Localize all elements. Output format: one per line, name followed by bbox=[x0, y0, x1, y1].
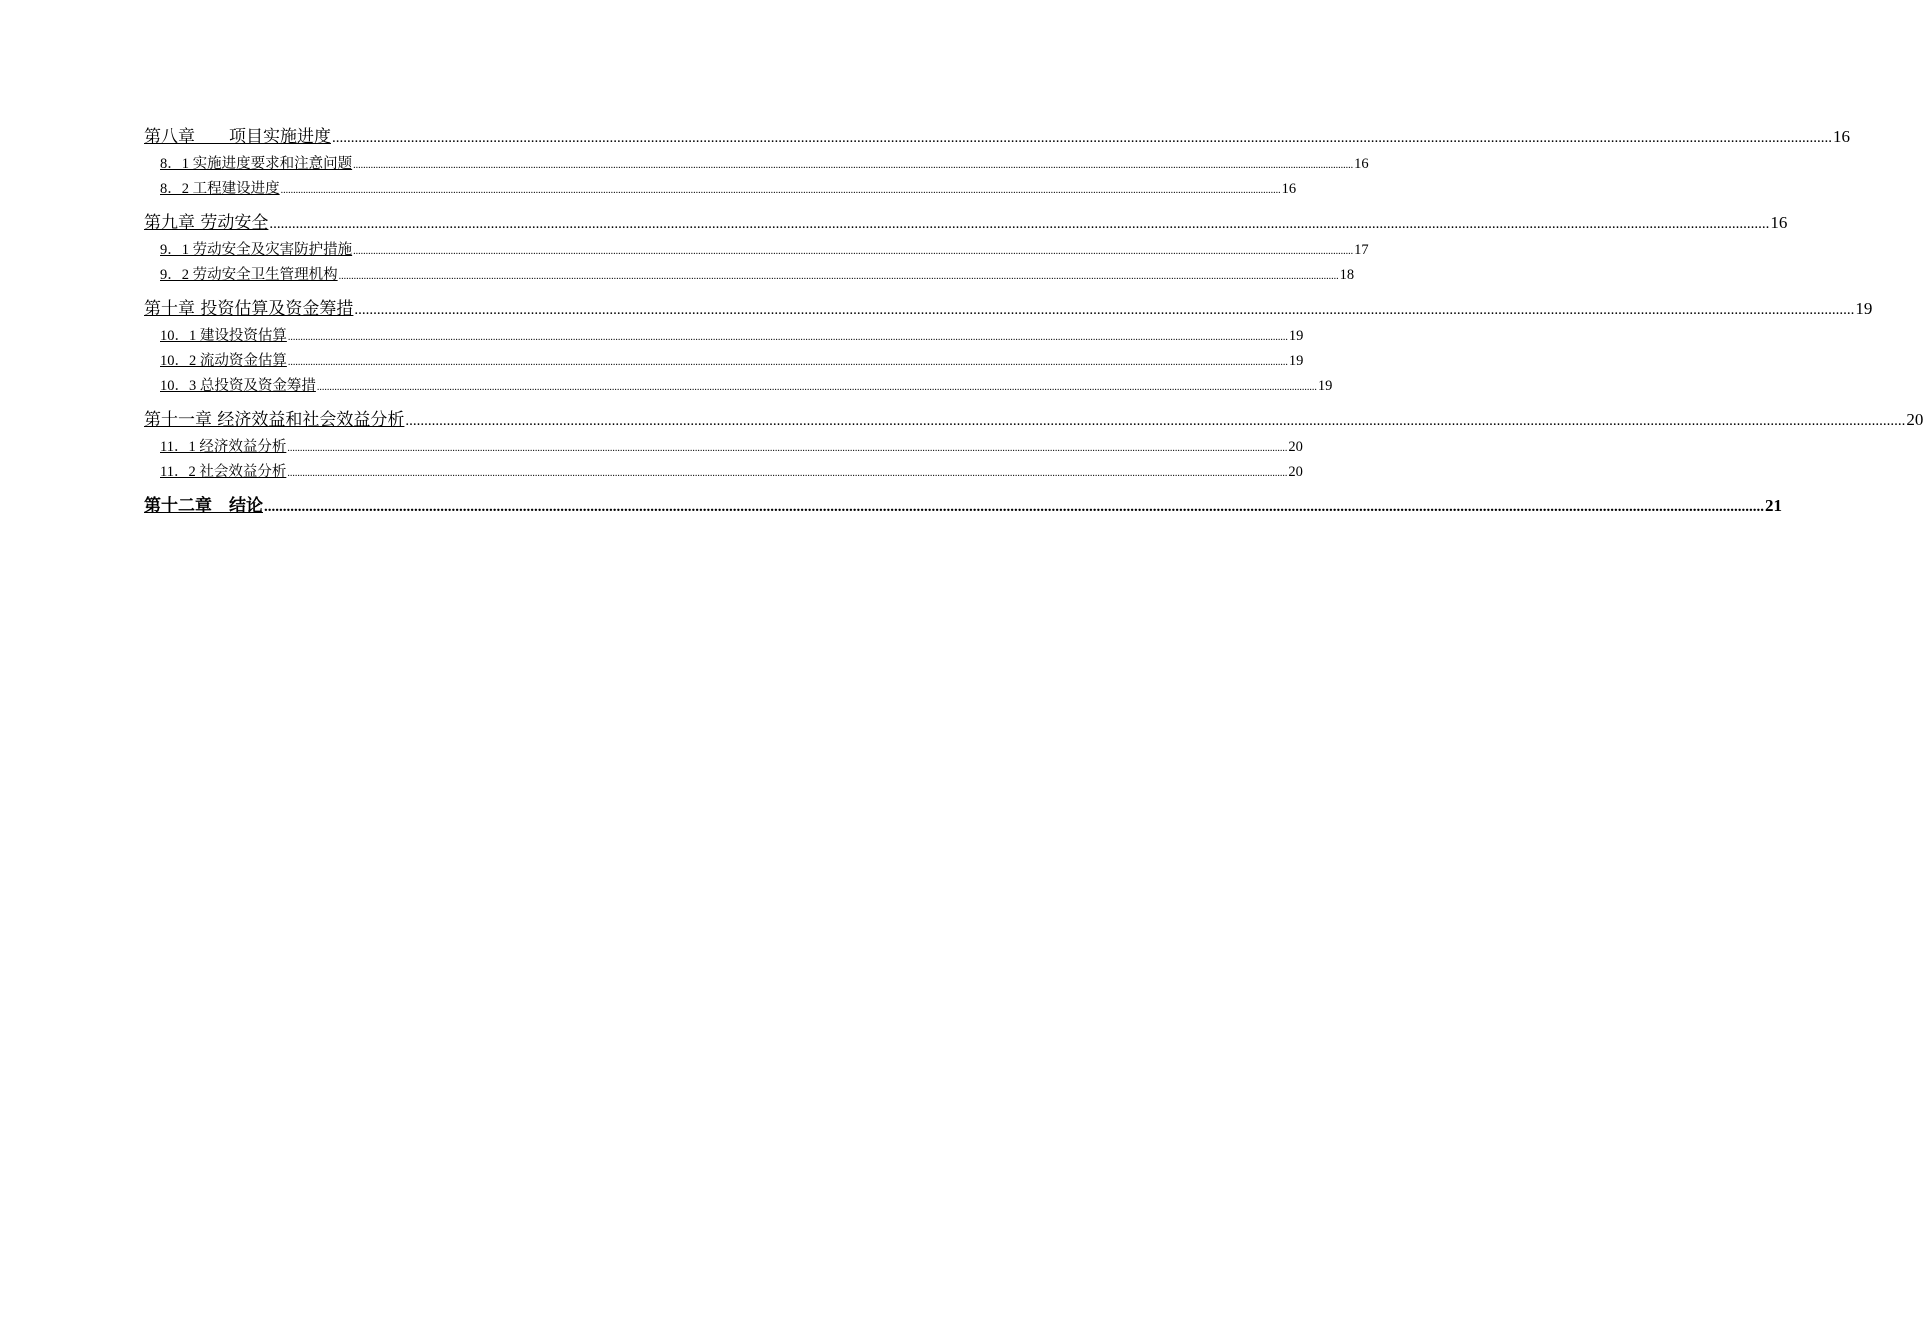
toc-entry-label[interactable]: 9．2 劳动安全卫生管理机构 bbox=[160, 267, 338, 283]
toc-page-number: 16 bbox=[1354, 156, 1369, 172]
toc-chapter-11[interactable] bbox=[144, 405, 1923, 435]
toc-section-10-3[interactable] bbox=[144, 374, 1333, 399]
toc-chapter-12[interactable] bbox=[144, 491, 1782, 521]
toc-leader-dots: ................................................................................................................................................................................................................................................................................................................................................................................................................ bbox=[269, 216, 1770, 232]
toc-entry-label[interactable]: 第十二章 结论 bbox=[144, 496, 263, 516]
toc-leader-dots: ................................................................................................................................................................................................................................................................................................................................................................................................................ bbox=[287, 357, 1288, 368]
toc-chapter-9[interactable] bbox=[144, 208, 1788, 238]
toc-page-number: 16 bbox=[1281, 181, 1297, 197]
toc-section-8-2[interactable] bbox=[144, 177, 1297, 202]
toc-page-number: 19 bbox=[1855, 299, 1873, 318]
toc-page-number: 18 bbox=[1339, 267, 1355, 283]
toc-page-number: 19 bbox=[1288, 353, 1304, 369]
toc-page-number: 17 bbox=[1354, 242, 1369, 258]
table-of-contents bbox=[144, 122, 1923, 521]
toc-page-number: 20 bbox=[1906, 410, 1923, 429]
toc-leader-dots: ................................................................................................................................................................................................................................................................................................................................................................................................................ bbox=[316, 382, 1317, 393]
toc-section-10-2[interactable] bbox=[144, 349, 1304, 374]
toc-entry-label[interactable]: 10．1 建设投资估算 bbox=[160, 328, 287, 344]
toc-leader-dots: ................................................................................................................................................................................................................................................................................................................................................................................................................ bbox=[264, 499, 1764, 515]
toc-entry-label[interactable]: 8．1 实施进度要求和注意问题 bbox=[160, 156, 353, 172]
toc-page-number: 19 bbox=[1288, 328, 1304, 344]
toc-section-11-1[interactable] bbox=[144, 435, 1303, 460]
toc-entry-label[interactable]: 9．1 劳动安全及灾害防护措施 bbox=[160, 242, 353, 258]
toc-leader-dots: ................................................................................................................................................................................................................................................................................................................................................................................................................ bbox=[287, 443, 1288, 454]
toc-chapter-10[interactable] bbox=[144, 294, 1873, 324]
toc-page-number: 20 bbox=[1288, 464, 1303, 480]
toc-entry-label[interactable]: 第九章 劳动安全 bbox=[144, 213, 269, 233]
toc-page-number: 16 bbox=[1770, 213, 1788, 232]
toc-entry-label[interactable]: 8．2 工程建设进度 bbox=[160, 181, 280, 197]
toc-leader-dots: ................................................................................................................................................................................................................................................................................................................................................................................................................ bbox=[354, 302, 1855, 318]
toc-page-number: 20 bbox=[1288, 439, 1303, 455]
toc-entry-label[interactable]: 10．2 流动资金估算 bbox=[160, 353, 287, 369]
toc-section-8-1[interactable] bbox=[144, 152, 1369, 177]
toc-chapter-8[interactable] bbox=[144, 122, 1850, 152]
toc-leader-dots: ................................................................................................................................................................................................................................................................................................................................................................................................................ bbox=[353, 160, 1354, 171]
toc-entry-label[interactable]: 第八章 项目实施进度 bbox=[144, 127, 331, 147]
toc-section-9-2[interactable] bbox=[144, 263, 1355, 288]
toc-leader-dots: ................................................................................................................................................................................................................................................................................................................................................................................................................ bbox=[405, 413, 1906, 429]
toc-leader-dots: ................................................................................................................................................................................................................................................................................................................................................................................................................ bbox=[338, 271, 1339, 282]
toc-entry-label[interactable]: 第十章 投资估算及资金筹措 bbox=[144, 299, 354, 319]
toc-page-number: 21 bbox=[1765, 496, 1782, 515]
toc-leader-dots: ................................................................................................................................................................................................................................................................................................................................................................................................................ bbox=[287, 468, 1288, 479]
toc-entry-label[interactable]: 10．3 总投资及资金筹措 bbox=[160, 378, 316, 394]
toc-leader-dots: ................................................................................................................................................................................................................................................................................................................................................................................................................ bbox=[353, 246, 1354, 257]
toc-entry-label[interactable]: 11．2 社会效益分析 bbox=[160, 464, 287, 480]
toc-page-number: 16 bbox=[1833, 127, 1850, 146]
toc-leader-dots: ................................................................................................................................................................................................................................................................................................................................................................................................................ bbox=[280, 185, 1281, 196]
toc-leader-dots: ................................................................................................................................................................................................................................................................................................................................................................................................................ bbox=[332, 130, 1832, 146]
toc-entry-label[interactable]: 第十一章 经济效益和社会效益分析 bbox=[144, 410, 405, 430]
toc-page-number: 19 bbox=[1317, 378, 1333, 394]
toc-section-10-1[interactable] bbox=[144, 324, 1304, 349]
toc-section-9-1[interactable] bbox=[144, 238, 1369, 263]
toc-entry-label[interactable]: 11．1 经济效益分析 bbox=[160, 439, 287, 455]
toc-leader-dots: ................................................................................................................................................................................................................................................................................................................................................................................................................ bbox=[287, 332, 1288, 343]
toc-section-11-2[interactable] bbox=[144, 460, 1303, 485]
